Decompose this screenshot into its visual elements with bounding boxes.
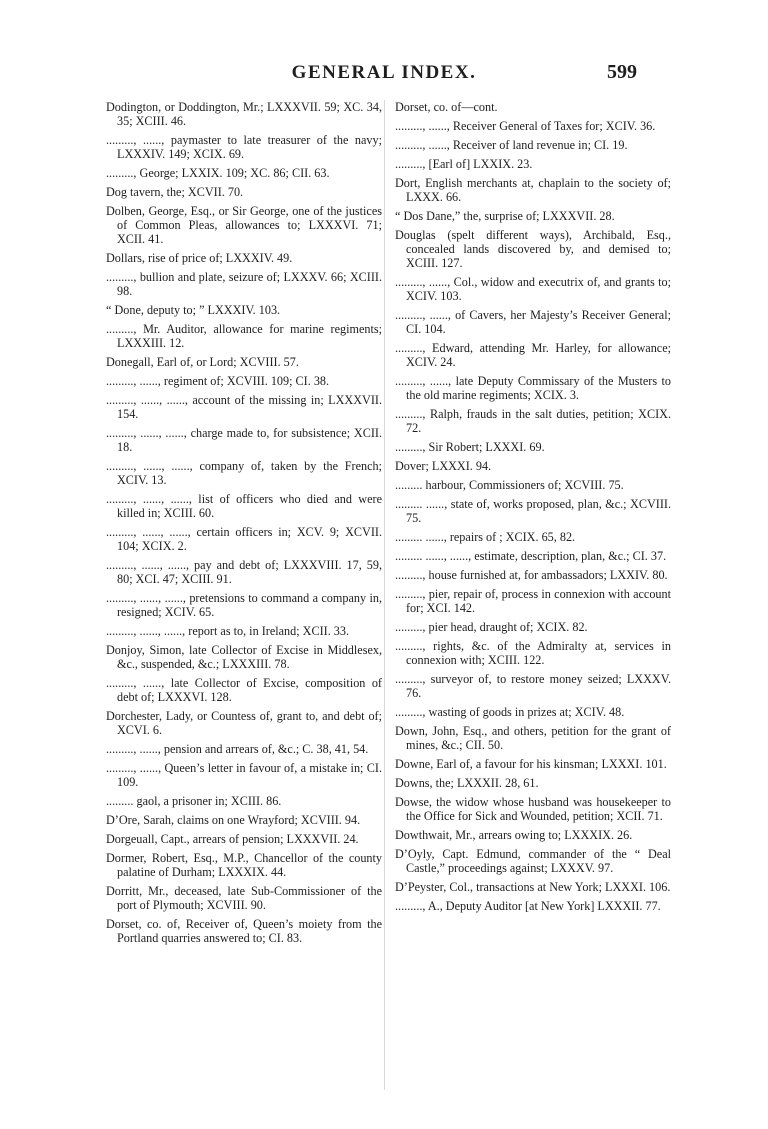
index-entry: ........., ......, ......, company of, taken by the French; XCIV. 13. [106, 459, 382, 487]
index-entry: Dormer, Robert, Esq., M.P., Chancellor of the county palatine of Durham; LXXXIX. 44. [106, 851, 382, 879]
index-entry: ........., ......, pension and arrears of, &c.; C. 38, 41, 54. [106, 742, 369, 756]
index-entry: Dorgeuall, Capt., arrears of pension; LXXXVII. 24. [106, 832, 359, 846]
index-entry: ........., ......, paymaster to late treasurer of the navy; LXXXIV. 149; XCIX. 69. [106, 133, 382, 161]
right-column [395, 100, 671, 918]
index-entry: Dowthwait, Mr., arrears owing to; LXXXIX. 26. [395, 828, 633, 842]
index-entry: Donegall, Earl of, or Lord; XCVIII. 57. [106, 355, 299, 369]
index-entry: ......... gaol, a prisoner in; XCIII. 86. [106, 794, 282, 808]
index-entry: ........., ......, regiment of; XCVIII. 109; CI. 38. [106, 374, 330, 388]
index-entry: ........., Sir Robert; LXXXI. 69. [395, 440, 545, 454]
index-entry: Dowse, the widow whose husband was housekeeper to the Office for Sick and Wounded, petition; XCII. 71. [395, 795, 671, 823]
index-entry: ......... ......, state of, works proposed, plan, &c.; XCVIII. 75. [395, 497, 671, 525]
index-entry: “ Done, deputy to; ” LXXXIV. 103. [106, 303, 281, 317]
index-entry: Douglas (spelt different ways), Archibald, Esq., concealed lands discovered by, and demised to; XCIII. 127. [395, 228, 671, 270]
index-entry: ........., ......, ......, pretensions to command a company in, resigned; XCIV. 65. [106, 591, 382, 619]
index-entry: ........., wasting of goods in prizes at; XCIV. 48. [395, 705, 625, 719]
index-entry: ........., ......, ......, account of the missing in; LXXXVII. 154. [106, 393, 382, 421]
index-entry: Downs, the; LXXXII. 28, 61. [395, 776, 539, 790]
index-entry: ........., Edward, attending Mr. Harley, for allowance; XCIV. 24. [395, 341, 671, 369]
left-column [106, 100, 382, 950]
page-title: GENERAL INDEX. [291, 62, 477, 83]
index-entry: Down, John, Esq., and others, petition for the grant of mines, &c.; CII. 50. [395, 724, 671, 752]
index-entry: D’Ore, Sarah, claims on one Wrayford; XCVIII. 94. [106, 813, 361, 827]
index-entry: D’Peyster, Col., transactions at New York; LXXXI. 106. [395, 880, 671, 894]
index-entry: ........., ......, Col., widow and executrix of, and grants to; XCIV. 103. [395, 275, 671, 303]
index-entry: Dodington, or Doddington, Mr.; LXXXVII. 59; XC. 34, 35; XCIII. 46. [106, 100, 382, 128]
index-entry: Dog tavern, the; XCVII. 70. [106, 185, 244, 199]
index-entry: ........., ......, of Cavers, her Majesty’s Receiver General; CI. 104. [395, 308, 671, 336]
index-entry: ........., ......, late Collector of Excise, composition of debt of; LXXXVI. 128. [106, 676, 382, 704]
column-divider [384, 100, 385, 1090]
index-entry: ........., ......, Receiver General of Taxes for; XCIV. 36. [395, 119, 656, 133]
index-entry: Dorchester, Lady, or Countess of, grant to, and debt of; XCVI. 6. [106, 709, 382, 737]
index-entry: Dorritt, Mr., deceased, late Sub-Commissioner of the port of Plymouth; XCVIII. 90. [106, 884, 382, 912]
index-entry: Dorset, co. of, Receiver of, Queen’s moiety from the Portland quarries answered to; CI. 83. [106, 917, 382, 945]
index-entry: ........., ......, Queen’s letter in favour of, a mistake in; CI. 109. [106, 761, 382, 789]
index-entry: ........., ......, late Deputy Commissary of the Musters to the old marine regiments; XCIX. 3. [395, 374, 671, 402]
index-entry: Dollars, rise of price of; LXXXIV. 49. [106, 251, 293, 265]
index-entry: ........., pier head, draught of; XCIX. 82. [395, 620, 588, 634]
index-entry: ........., surveyor of, to restore money seized; LXXXV. 76. [395, 672, 671, 700]
index-entry: ........., ......, ......, certain officers in; XCV. 9; XCVII. 104; XCIX. 2. [106, 525, 382, 553]
index-entry: ........., ......, ......, pay and debt of; LXXXVIII. 17, 59, 80; XCI. 47; XCIII. 91. [106, 558, 382, 586]
index-entry: D’Oyly, Capt. Edmund, commander of the “ Deal Castle,” proceedings against; LXXXV. 97. [395, 847, 671, 875]
index-entry: ........., Mr. Auditor, allowance for marine regiments; LXXXIII. 12. [106, 322, 382, 350]
page-number: 599 [607, 61, 637, 83]
index-entry: ........., [Earl of] LXXIX. 23. [395, 157, 533, 171]
index-entry: ........., George; LXXIX. 109; XC. 86; CII. 63. [106, 166, 330, 180]
page-header [0, 62, 768, 88]
index-entry: ........., rights, &c. of the Admiralty at, services in connexion with; XCIII. 122. [395, 639, 671, 667]
index-entry: ........., ......, ......, list of officers who died and were killed in; XCIII. 60. [106, 492, 382, 520]
index-entry: Dolben, George, Esq., or Sir George, one of the justices of Common Pleas, allowances to; LXXXVI. 71; XCII. 41. [106, 204, 382, 246]
index-entry: “ Dos Dane,” the, surprise of; LXXXVII. 28. [395, 209, 615, 223]
index-entry: ......... ......, ......, estimate, description, plan, &c.; CI. 37. [395, 549, 667, 563]
index-entry: ......... ......, repairs of ; XCIX. 65, 82. [395, 530, 576, 544]
index-entry: ......... harbour, Commissioners of; XCVIII. 75. [395, 478, 624, 492]
index-entry: ........., Ralph, frauds in the salt duties, petition; XCIX. 72. [395, 407, 671, 435]
index-entry: Dort, English merchants at, chaplain to the society of; LXXX. 66. [395, 176, 671, 204]
index-entry: ........., A., Deputy Auditor [at New York] LXXXII. 77. [395, 899, 661, 913]
index-entry: Dorset, co. of—cont. [395, 100, 498, 114]
index-entry: ........., pier, repair of, process in connexion with account for; XCI. 142. [395, 587, 671, 615]
index-entry: Donjoy, Simon, late Collector of Excise in Middlesex, &c., suspended, &c.; LXXXIII. 78. [106, 643, 382, 671]
index-entry: Dover; LXXXI. 94. [395, 459, 492, 473]
index-entry: ........., house furnished at, for ambassadors; LXXIV. 80. [395, 568, 668, 582]
index-entry: Downe, Earl of, a favour for his kinsman; LXXXI. 101. [395, 757, 667, 771]
index-entry: ........., bullion and plate, seizure of; LXXXV. 66; XCIII. 98. [106, 270, 382, 298]
index-entry: ........., ......, Receiver of land revenue in; CI. 19. [395, 138, 628, 152]
index-entry: ........., ......, ......, charge made to, for subsistence; XCII. 18. [106, 426, 382, 454]
index-entry: ........., ......, ......, report as to, in Ireland; XCII. 33. [106, 624, 350, 638]
